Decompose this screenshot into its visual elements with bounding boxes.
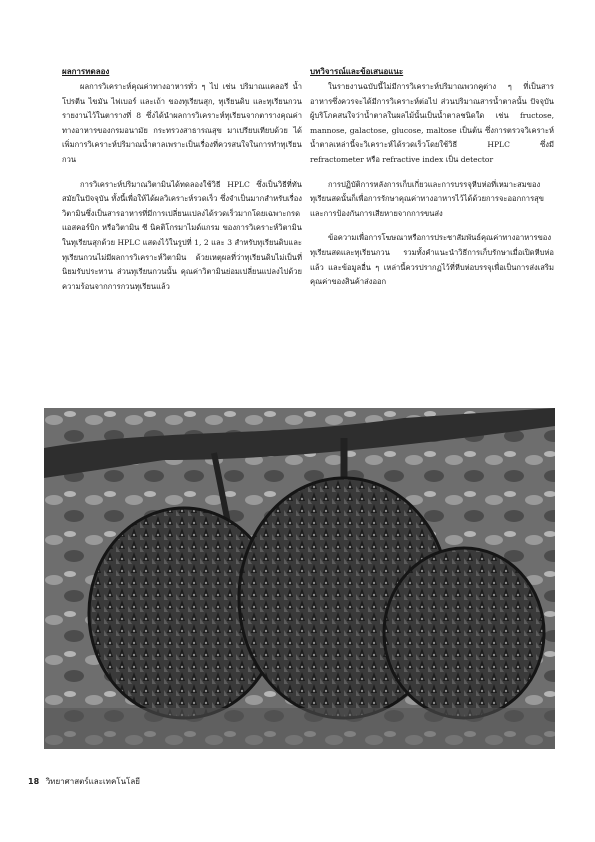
page-number: 18 [28,777,40,786]
discussion-paragraph-1: ในรายงานฉบับนี้ไม่มีการวิเคราะห์ปริมาณพวกคูต่าง ๆ ที่เป็นสารอาหารซึ่งควรจะได้มีการวิเคราะห์ต่อไป ส่วนปริมาณสารน้ำตาลนั้น ปัจจุบันผู้บริโภคสนใจว่าน้ำตาลในผลไม้นั้นเป็นน้ำตาลชนิดใด เช่น fructose, mannose, galactose, glucose, maltose เป็นต้น ซึ่งการตรวจวิเคราะห์น้ำตาลเหล่านี้จะวิเคราะห์ได้รวดเร็วโดยใช้วิธี HPLC ซึ่งมี refractometer หรือ refractive index เป็น detector [310,82,554,164]
left-column [62,64,302,304]
durian-photo [44,408,555,749]
page-footer [28,775,140,788]
journal-name: วิทยาศาสตร์และเทคโนโลยี [45,777,140,786]
section-heading-discussion: บทวิจารณ์และข้อเสนอแนะ [310,66,404,76]
results-paragraph-1: ผลการวิเคราะห์คุณค่าทางอาหารทั่ว ๆ ไป เช่น ปริมาณแคลอรี น้ำ โปรตีน ไขมัน ไฟเบอร์ และเถ้า ของทุเรียนสุก, ทุเรียนดิบ และทุเรียนกวน รายงานไว้ในตารางที่ 8 ซึ่งได้นำผลการวิเคราะห์ทุเรียนจากตารางคุณค่าทางอาหารของกรมอนามัย กระทรวงสาธารณสุข มาเปรียบเทียบด้วย ได้เพิ่มการวิเคราะห์ปริมาณน้ำตาลเพราะเป็นเรื่องที่ควรสนใจในการทำทุเรียนกวน [62,82,302,164]
discussion-paragraph-2: การปฏิบัติการหลังการเก็บเกี่ยวและการบรรจุหีบห่อที่เหมาะสมของทุเรียนสดนั้นก็เพื่อการรักษาคุณค่าทางอาหารไว้ได้ด้วยการจะออกการสุขและการป้องกันการเสียหายจากการขนส่ง [310,179,544,218]
photo-shadow-bottom [44,708,555,749]
durian-fruit-right [384,548,544,718]
results-paragraph-2: การวิเคราะห์ปริมาณวิตามินได้ทดลองใช้วิธี HPLC ซึ่งเป็นวิธีที่ทันสมัยในปัจจุบัน ทั้งนี้เพื่อให้ได้ผลวิเคราะห์รวดเร็ว ซึ่งจำเป็นมากสำหรับเรื่องวิตามินซึ่งเป็นสารอาหารที่มีการเปลี่ยนแปลงได้รวดเร็วมากโดยเฉพาะกรดแอสคอร์บิก หรือวิตามิน ซี นิคติโกรมาไมด์แกรม ของการวิเคราะห์วิตามินในทุเรียนสุกด้วย HPLC แสดงไว้ในรูปที่ 1, 2 และ 3 สำหรับทุเรียนดิบและทุเรียนกวนไม่มีผลการวิเคราะห์วิตามิน ด้วยเหตุผลที่ว่าทุเรียนดิบไม่เป็นที่นิยมรับประทาน ส่วนทุเรียนกวนนั้น คุณค่าวิตามินย่อมเปลี่ยนแปลงไปด้วยความร้อนจากการกวนทุเรียนแล้ว [62,179,302,291]
right-column [310,64,554,300]
section-heading-results: ผลการทดลอง [62,66,110,76]
discussion-paragraph-3: ข้อความเพื่อการโฆษณาหรือการประชาสัมพันธ์คุณค่าทางอาหารของทุเรียนสดและทุเรียนกวน รวมทั้งคำแนะนำวิธีการเก็บรักษาเมื่อเปิดหีบห่อแล้ว และข้อมูลอื่น ๆ เหล่านี้ควรปรากฏไว้ที่หีบห่อบรรจุเพื่อเป็นการส่งเสริมคุณค่าของสินค้าส่งออก [310,233,554,287]
